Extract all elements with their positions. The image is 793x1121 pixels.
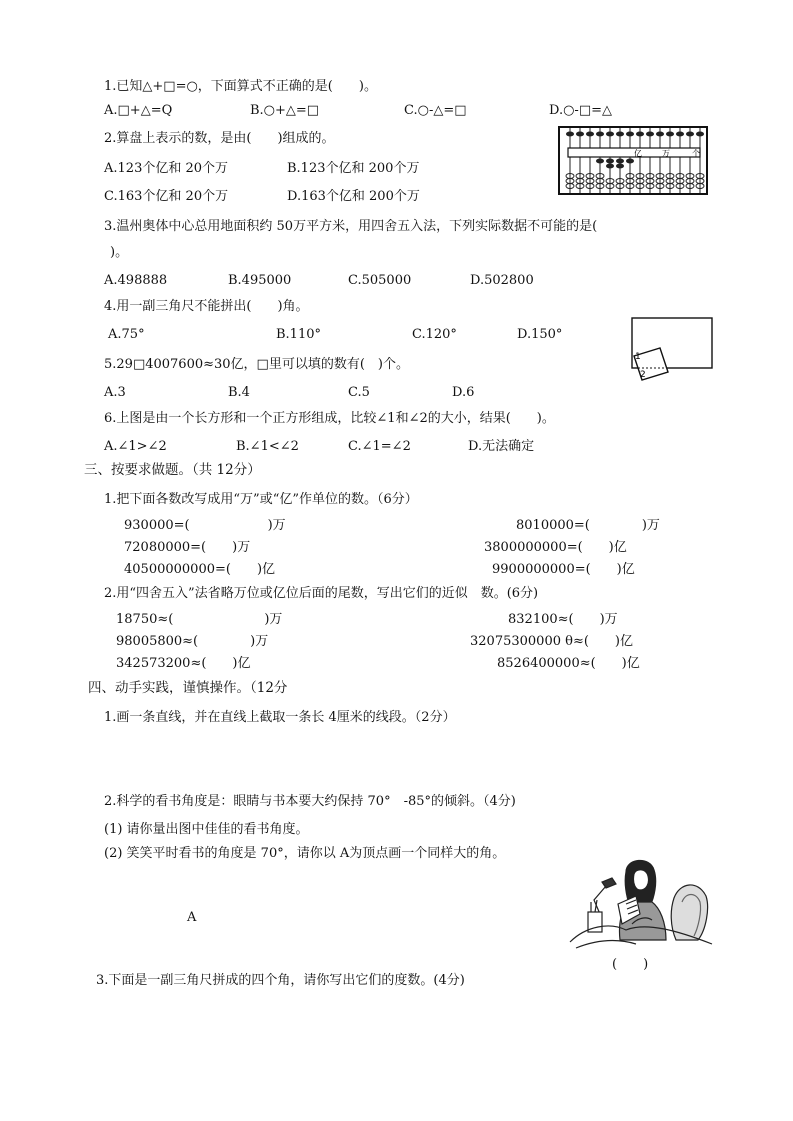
girl-reading-illustration [566, 852, 714, 952]
section-3-title: 三、按要求做题。（共 12分） [84, 462, 261, 478]
sec3-p2-item[interactable]: 832100≈( )万 [508, 612, 618, 627]
sec3-p2-stem: 2.用“四舍五入”法省略万位或亿位后面的尾数，写出它们的近似 数。(6分) [104, 586, 539, 601]
q1-option-d[interactable]: D.○-□=△ [549, 103, 613, 118]
q1-option-c[interactable]: C.○-△=□ [404, 103, 467, 118]
q5-option-c[interactable]: C.5 [348, 385, 370, 400]
rectangle-square-figure [624, 314, 716, 386]
sec3-p1-stem: 1.把下面各数改写成用“万”或“亿”作单位的数。（6分） [104, 492, 418, 507]
abacus-label-wan: 万 [662, 149, 670, 158]
q6-option-c[interactable]: C.∠1=∠2 [348, 439, 411, 454]
q6-option-b[interactable]: B.∠1<∠2 [236, 439, 299, 454]
q5-stem: 5.29□4007600≈30亿，□里可以填的数有( )个。 [104, 357, 409, 372]
sec3-p2-item[interactable]: 98005800≈( )万 [116, 634, 269, 649]
q3-option-a[interactable]: A.498888 [104, 273, 168, 288]
q5-option-a[interactable]: A.3 [104, 385, 126, 400]
sec3-p1-item[interactable]: 72080000=( )万 [124, 540, 251, 555]
sec3-p2-item[interactable]: 342573200≈( )亿 [116, 656, 251, 671]
q1-option-b[interactable]: B.○+△=□ [250, 103, 320, 118]
q4-option-c[interactable]: C.120° [412, 327, 457, 342]
sec3-p1-item[interactable]: 930000=( )万 [124, 518, 286, 533]
q4-option-a[interactable]: A.75° [108, 327, 145, 342]
q6-option-d[interactable]: D.无法确定 [468, 439, 535, 454]
sec4-p2-sub2: (2) 笑笑平时看书的角度是 70°，请你以 A为顶点画一个同样大的角。 [104, 846, 506, 861]
q3-option-c[interactable]: C.505000 [348, 273, 412, 288]
angle-1-label: 1 [635, 352, 641, 362]
sec4-p2-sub1: (1) 请你量出图中佳佳的看书角度。 [104, 822, 309, 837]
abacus-figure [558, 126, 708, 196]
angle-2-label: 2 [640, 370, 646, 380]
sec3-p1-item[interactable]: 3800000000=( )亿 [484, 540, 627, 555]
sec3-p1-item[interactable]: 9900000000=( )亿 [492, 562, 635, 577]
abacus-label-yi: 亿 [634, 149, 642, 158]
reading-angle-answer-blank[interactable]: ( ) [612, 957, 649, 972]
q5-option-d[interactable]: D.6 [452, 385, 475, 400]
abacus-label-ge: 个 [692, 149, 700, 158]
sec4-p2: 2.科学的看书角度是：眼睛与书本要大约保持 70° -85°的倾斜。（4分) [104, 794, 516, 809]
section-4-title: 四、动手实践，谨慎操作。（12分 [88, 680, 288, 696]
q6-stem: 6.上图是由一个长方形和一个正方形组成，比较∠1和∠2的大小，结果( )。 [104, 411, 555, 426]
q3-option-b[interactable]: B.495000 [228, 273, 292, 288]
q2-option-b[interactable]: B.123个亿和 200个万 [287, 161, 420, 176]
point-a-label: A [187, 910, 197, 925]
q3-stem-continued: )。 [110, 245, 129, 260]
sec3-p2-item[interactable]: 32075300000 θ≈( )亿 [470, 634, 633, 649]
sec4-p3: 3.下面是一副三角尺拼成的四个角，请你写出它们的度数。(4分) [96, 973, 465, 988]
q2-stem: 2.算盘上表示的数，是由( )组成的。 [104, 131, 335, 146]
q4-option-d[interactable]: D.150° [517, 327, 563, 342]
q2-option-d[interactable]: D.163个亿和 200个万 [287, 189, 420, 204]
sec3-p1-item[interactable]: 8010000=( )万 [516, 518, 660, 533]
q4-stem: 4.用一副三角尺不能拼出( )角。 [104, 299, 309, 314]
q2-option-c[interactable]: C.163个亿和 20个万 [104, 189, 229, 204]
sec3-p1-item[interactable]: 40500000000=( )亿 [124, 562, 276, 577]
q3-stem: 3.温州奥体中心总用地面积约 50万平方米，用四舍五入法，下列实际数据不可能的是( [104, 219, 598, 234]
q1-stem: 1.已知△+□=○，下面算式不正确的是( )。 [104, 79, 377, 94]
sec3-p2-item[interactable]: 8526400000≈( )亿 [497, 656, 640, 671]
sec3-p2-item[interactable]: 18750≈( )万 [116, 612, 283, 627]
sec4-p1: 1.画一条直线，并在直线上截取一条长 4厘米的线段。（2分） [104, 710, 456, 725]
q3-option-d[interactable]: D.502800 [470, 273, 534, 288]
q4-option-b[interactable]: B.110° [276, 327, 321, 342]
q5-option-b[interactable]: B.4 [228, 385, 250, 400]
q6-option-a[interactable]: A.∠1>∠2 [104, 439, 167, 454]
q1-option-a[interactable]: A.□+△=Q [104, 103, 173, 118]
q2-option-a[interactable]: A.123个亿和 20个万 [104, 161, 229, 176]
